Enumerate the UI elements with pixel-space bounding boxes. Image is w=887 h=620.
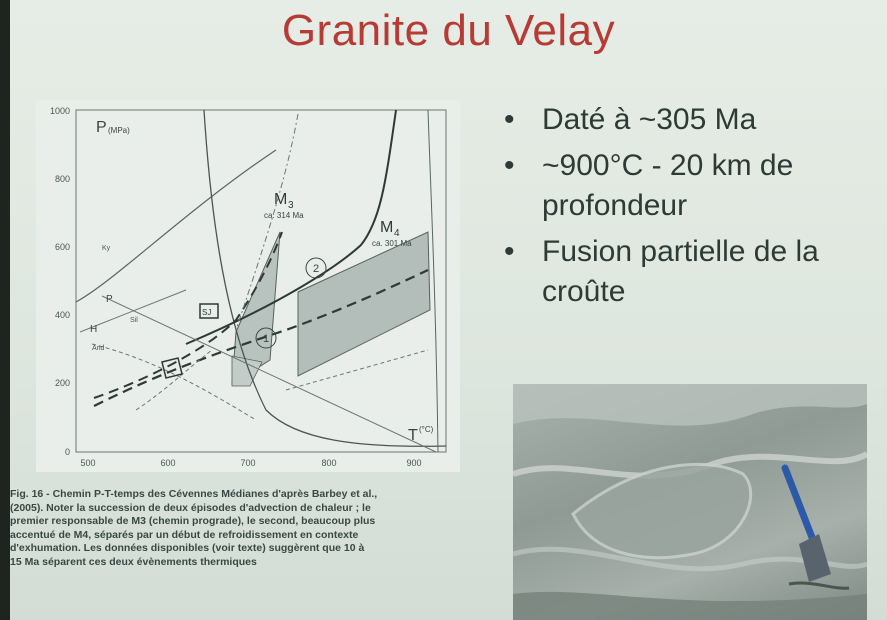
bullet-dot-icon: • xyxy=(504,235,515,268)
y-tick-label: 0 xyxy=(64,447,70,457)
field-label-h: H xyxy=(90,324,98,335)
caption-line: 15 Ma séparent ces deux évènements thermiques xyxy=(10,555,257,568)
caption-line: accentué de M4, séparés par un début de refroidissement en contexte xyxy=(10,528,359,541)
field-label-p: P xyxy=(106,294,113,305)
x-tick-label: 500 xyxy=(80,458,96,468)
x-axis-unit: (°C) xyxy=(419,425,434,434)
hammer-handle-icon xyxy=(785,468,813,540)
hammer-pick-icon xyxy=(789,583,849,588)
caption-line: Fig. 16 - Chemin P-T-temps des Cévennes Médianes d'après Barbey et al., xyxy=(10,488,378,500)
bullet-dot-icon: • xyxy=(504,103,515,136)
bullet-item xyxy=(500,100,880,140)
y-tick-label: 600 xyxy=(54,242,70,252)
pt-diagram xyxy=(36,100,460,472)
m3-age: ca. 314 Ma xyxy=(264,211,304,220)
bullet-list xyxy=(500,100,880,318)
m4-label: M xyxy=(380,219,394,236)
y-tick-label: 800 xyxy=(54,174,70,184)
x-tick-label: 900 xyxy=(406,458,422,468)
y-tick-label: 400 xyxy=(54,310,70,320)
m4-field xyxy=(298,232,430,376)
field-label-ky: Ky xyxy=(102,245,111,252)
x-tick-label: 600 xyxy=(160,458,176,468)
marker-2: 2 xyxy=(312,263,320,275)
field-label-sj: SJ xyxy=(202,308,212,317)
marker-1: 1 xyxy=(262,333,270,345)
bullet-text: Fusion partielle de la croûte xyxy=(542,235,819,308)
rock-band xyxy=(513,592,867,620)
y-tick-label: 1000 xyxy=(49,106,70,116)
x-tick-label: 700 xyxy=(240,458,256,468)
dashed-boundary xyxy=(92,344,256,420)
m4-age: ca. 301 Ma xyxy=(372,239,412,248)
y-tick-label: 200 xyxy=(54,378,70,388)
m4-subscript: 4 xyxy=(394,228,400,239)
bullet-dot-icon: • xyxy=(504,149,515,182)
small-box xyxy=(162,358,182,378)
figure-caption xyxy=(10,488,470,569)
rock-band xyxy=(513,384,867,426)
caption-line: d'exhumation. Les données disponibles (voir texte) suggèrent que 10 à xyxy=(10,542,365,554)
pt-diagram-svg xyxy=(36,100,460,472)
rock-lens xyxy=(573,464,751,557)
reaction-line xyxy=(76,150,276,302)
bullet-item xyxy=(500,146,880,226)
hammer-head-icon xyxy=(799,534,831,582)
slide-title: Granite du Velay xyxy=(281,6,616,55)
bullet-text: Daté à ~305 Ma xyxy=(542,103,757,136)
x-axis-label: T xyxy=(408,427,418,444)
outcrop-photo-svg xyxy=(513,384,867,620)
m3-label: M xyxy=(274,191,288,208)
bullet-text: ~900°C - 20 km de profondeur xyxy=(542,149,794,222)
y-axis-label: P xyxy=(96,119,107,136)
bullet-item xyxy=(500,232,880,312)
caption-line: (2005). Noter la succession de deux épisodes d'advection de chaleur ; le xyxy=(10,501,371,514)
m3-subscript: 3 xyxy=(288,200,294,211)
field-label-and: And xyxy=(92,345,105,352)
x-tick-label: 800 xyxy=(321,458,337,468)
y-axis-unit: (MPa) xyxy=(108,126,130,135)
field-label-sil: Sil xyxy=(130,317,138,324)
outcrop-photo xyxy=(513,384,867,620)
caption-line: premier responsable de M3 (chemin prograde), le second, beaucoup plus xyxy=(10,515,376,527)
slide xyxy=(10,0,887,620)
